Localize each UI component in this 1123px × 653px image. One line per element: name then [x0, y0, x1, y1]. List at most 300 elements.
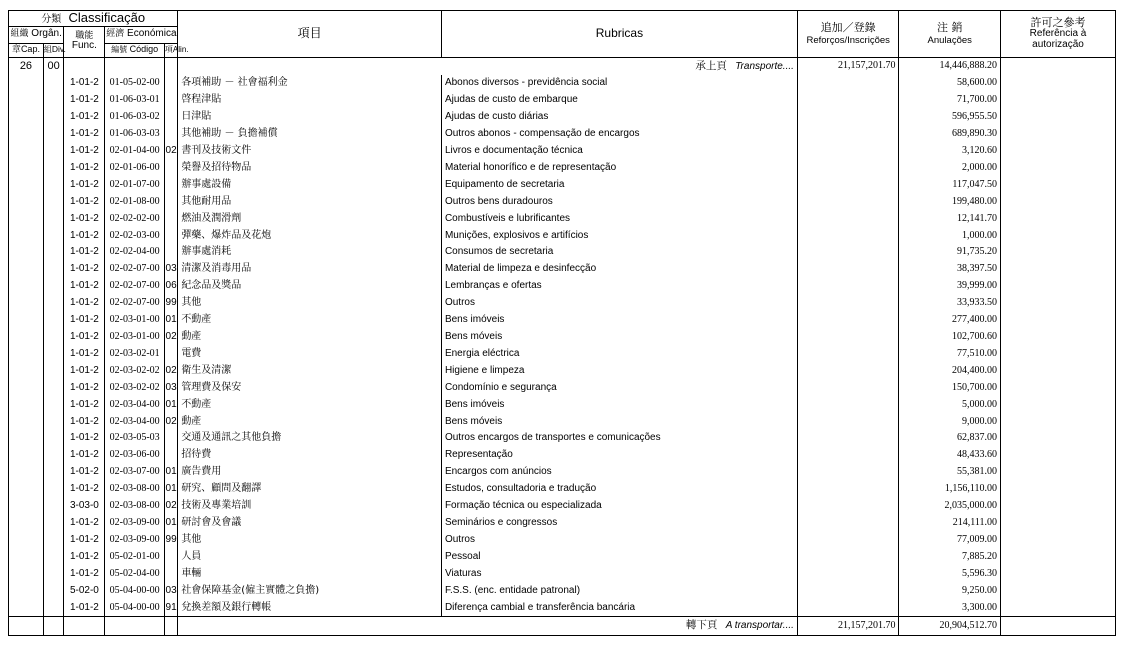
rubrica-cell: Lembranças e ofertas — [441, 278, 797, 295]
cap-cell — [9, 363, 44, 380]
referencia-cell — [1001, 600, 1116, 617]
table-row — [9, 75, 1116, 92]
alin-cell — [164, 177, 177, 194]
table-row — [9, 515, 1116, 532]
reforcos-cell — [797, 312, 899, 329]
div-cell — [43, 261, 64, 278]
code-cell: 02-03-09-00 — [105, 515, 165, 532]
rubrica-cell: Bens imóveis — [441, 312, 797, 329]
code-cell: 02-03-01-00 — [105, 312, 165, 329]
alin-cell — [164, 92, 177, 109]
func-cell: 1-01-2 — [64, 143, 105, 160]
anulacoes-cell: 48,433.60 — [899, 447, 1001, 464]
rubrica-cell: Ajudas de custo diárias — [441, 109, 797, 126]
code-cell: 02-03-07-00 — [105, 464, 165, 481]
alin-cell: 06 — [164, 278, 177, 295]
table-row — [9, 177, 1116, 194]
reforcos-cell — [797, 380, 899, 397]
div-header: 組Div. — [43, 43, 64, 57]
div-cell — [43, 346, 64, 363]
cap-cell — [9, 109, 44, 126]
func-cell: 1-01-2 — [64, 261, 105, 278]
rubrica-cell: Outros encargos de transportes e comunicações — [441, 430, 797, 447]
div-cell — [43, 160, 64, 177]
item-zh-cell: 動產 — [178, 414, 442, 431]
div-cell — [43, 397, 64, 414]
alin-cell: 02 — [164, 143, 177, 160]
div-cell — [43, 312, 64, 329]
code-cell: 02-02-03-00 — [105, 228, 165, 245]
anulacoes-cell: 5,000.00 — [899, 397, 1001, 414]
cap-cell — [9, 329, 44, 346]
cap-cell — [9, 228, 44, 245]
func-cell: 1-01-2 — [64, 515, 105, 532]
reforcos-cell — [797, 329, 899, 346]
code-cell: 01-05-02-00 — [105, 75, 165, 92]
div-cell — [43, 278, 64, 295]
anulacoes-cell: 3,120.60 — [899, 143, 1001, 160]
div-cell — [43, 515, 64, 532]
table-row — [9, 295, 1116, 312]
func-cell: 1-01-2 — [64, 566, 105, 583]
func-cell: 1-01-2 — [64, 380, 105, 397]
div-cell — [43, 75, 64, 92]
anulacoes-cell: 9,250.00 — [899, 583, 1001, 600]
rubrica-cell: Bens móveis — [441, 329, 797, 346]
rubricas-header: Rubricas — [441, 11, 797, 58]
cap-cell — [9, 583, 44, 600]
anulacoes-cell: 12,141.70 — [899, 211, 1001, 228]
div-cell — [43, 295, 64, 312]
reforcos-cell — [797, 228, 899, 245]
rubrica-cell: Encargos com anúncios — [441, 464, 797, 481]
rubrica-cell: Estudos, consultadoria e tradução — [441, 481, 797, 498]
item-zh-cell: 各項補助 － 社會福利金 — [178, 75, 442, 92]
funcional-header: 職能 Func. — [64, 26, 105, 57]
anulacoes-cell: 77,510.00 — [899, 346, 1001, 363]
item-zh-cell: 彈藥、爆炸品及花炮 — [178, 228, 442, 245]
reforcos-cell — [797, 295, 899, 312]
code-cell: 02-03-06-00 — [105, 447, 165, 464]
anulacoes-cell: 204,400.00 — [899, 363, 1001, 380]
div-cell — [43, 363, 64, 380]
cap-cell — [9, 447, 44, 464]
anulacoes-cell: 1,156,110.00 — [899, 481, 1001, 498]
item-zh-cell: 車輛 — [178, 566, 442, 583]
alin-cell: 99 — [164, 295, 177, 312]
code-cell: 02-02-04-00 — [105, 244, 165, 261]
div-cell — [43, 380, 64, 397]
code-cell: 02-03-08-00 — [105, 481, 165, 498]
anulacoes-cell: 9,000.00 — [899, 414, 1001, 431]
reforcos-cell — [797, 109, 899, 126]
alin-cell: 91 — [164, 600, 177, 617]
code-cell: 02-03-04-00 — [105, 397, 165, 414]
rubrica-cell: Outros — [441, 532, 797, 549]
code-cell: 02-03-02-02 — [105, 380, 165, 397]
anulacoes-cell: 33,933.50 — [899, 295, 1001, 312]
referencia-cell — [1001, 363, 1116, 380]
referencia-cell — [1001, 261, 1116, 278]
alin-cell: 01 — [164, 312, 177, 329]
func-cell: 1-01-2 — [64, 414, 105, 431]
referencia-cell — [1001, 549, 1116, 566]
func-cell: 1-01-2 — [64, 92, 105, 109]
anulacoes-cell: 58,600.00 — [899, 75, 1001, 92]
cap-cell — [9, 464, 44, 481]
table-row — [9, 430, 1116, 447]
referencia-cell — [1001, 464, 1116, 481]
reforcos-cell — [797, 447, 899, 464]
referencia-cell — [1001, 244, 1116, 261]
referencia-cell — [1001, 346, 1116, 363]
div-cell — [43, 109, 64, 126]
alin-cell — [164, 194, 177, 211]
div-cell — [43, 126, 64, 143]
referencia-cell — [1001, 566, 1116, 583]
table-row — [9, 363, 1116, 380]
referencia-cell — [1001, 380, 1116, 397]
anulacoes-cell: 1,000.00 — [899, 228, 1001, 245]
cap-cell — [9, 414, 44, 431]
cap-cell — [9, 278, 44, 295]
item-zh-cell: 研討會及會議 — [178, 515, 442, 532]
rubrica-cell: Material de limpeza e desinfecção — [441, 261, 797, 278]
cap-cell — [9, 380, 44, 397]
item-zh-cell: 兌換差額及銀行轉帳 — [178, 600, 442, 617]
table-row — [9, 397, 1116, 414]
anulacoes-cell: 277,400.00 — [899, 312, 1001, 329]
cap-cell — [9, 143, 44, 160]
rubrica-cell: Bens móveis — [441, 414, 797, 431]
cap-cell — [9, 194, 44, 211]
rubrica-cell: Higiene e limpeza — [441, 363, 797, 380]
referencia-cell — [1001, 278, 1116, 295]
item-zh-cell: 日津貼 — [178, 109, 442, 126]
table-row — [9, 312, 1116, 329]
code-cell: 05-02-01-00 — [105, 549, 165, 566]
cap-cell — [9, 244, 44, 261]
item-zh-cell: 廣告費用 — [178, 464, 442, 481]
carry-in-reforcos: 21,157,201.70 — [797, 57, 899, 75]
alin-cell: 03 — [164, 380, 177, 397]
carry-out-reforcos: 21,157,201.70 — [797, 617, 899, 636]
rubrica-cell: Outros abonos - compensação de encargos — [441, 126, 797, 143]
anulacoes-cell: 102,700.60 — [899, 329, 1001, 346]
item-zh-cell: 其他 — [178, 532, 442, 549]
item-zh-cell: 動產 — [178, 329, 442, 346]
rubrica-cell: Equipamento de secretaria — [441, 177, 797, 194]
anulacoes-cell: 71,700.00 — [899, 92, 1001, 109]
cap-cell — [9, 261, 44, 278]
alin-cell: 01 — [164, 481, 177, 498]
code-cell: 02-03-09-00 — [105, 532, 165, 549]
alin-header: 項Alin. — [164, 43, 177, 57]
reforcos-cell — [797, 126, 899, 143]
carry-in-anulacoes: 14,446,888.20 — [899, 57, 1001, 75]
item-zh-cell: 辦事處設備 — [178, 177, 442, 194]
func-cell: 1-01-2 — [64, 278, 105, 295]
referencia-cell — [1001, 430, 1116, 447]
cap-header: 章Cap. — [9, 43, 44, 57]
item-zh-cell: 紀念品及獎品 — [178, 278, 442, 295]
cap-cell: 26 — [9, 57, 44, 75]
code-cell: 05-04-00-00 — [105, 600, 165, 617]
reforcos-cell — [797, 194, 899, 211]
code-cell: 05-02-04-00 — [105, 566, 165, 583]
func-cell: 1-01-2 — [64, 194, 105, 211]
code-cell: 01-06-03-03 — [105, 126, 165, 143]
referencia-cell — [1001, 177, 1116, 194]
func-cell: 1-01-2 — [64, 397, 105, 414]
alin-cell: 02 — [164, 363, 177, 380]
rubrica-cell: Formação técnica ou especializada — [441, 498, 797, 515]
item-zh-cell: 招待費 — [178, 447, 442, 464]
div-cell — [43, 600, 64, 617]
referencia-cell — [1001, 109, 1116, 126]
alin-cell — [164, 211, 177, 228]
referencia-cell — [1001, 92, 1116, 109]
referencia-cell — [1001, 532, 1116, 549]
cap-cell — [9, 160, 44, 177]
referencia-cell — [1001, 295, 1116, 312]
rubrica-cell: Ajudas de custo de embarque — [441, 92, 797, 109]
table-row — [9, 498, 1116, 515]
reforcos-cell — [797, 600, 899, 617]
func-cell: 1-01-2 — [64, 126, 105, 143]
rubrica-cell: Representação — [441, 447, 797, 464]
item-zh-cell: 管理費及保安 — [178, 380, 442, 397]
reforcos-cell — [797, 143, 899, 160]
table-row — [9, 126, 1116, 143]
referencia-cell — [1001, 211, 1116, 228]
anulacoes-cell: 7,885.20 — [899, 549, 1001, 566]
cap-cell — [9, 177, 44, 194]
table-row — [9, 278, 1116, 295]
alin-cell: 02 — [164, 498, 177, 515]
rubrica-cell: Seminários e congressos — [441, 515, 797, 532]
rubrica-cell: Outros bens duradouros — [441, 194, 797, 211]
func-cell: 1-01-2 — [64, 464, 105, 481]
referencia-cell — [1001, 397, 1116, 414]
func-cell: 1-01-2 — [64, 430, 105, 447]
rubrica-cell: Energia eléctrica — [441, 346, 797, 363]
cap-cell — [9, 75, 44, 92]
anulacoes-cell: 5,596.30 — [899, 566, 1001, 583]
cap-cell — [9, 211, 44, 228]
reforcos-cell — [797, 346, 899, 363]
cap-cell — [9, 346, 44, 363]
table-row — [9, 583, 1116, 600]
anulacoes-cell: 199,480.00 — [899, 194, 1001, 211]
table-row — [9, 228, 1116, 245]
referencia-cell — [1001, 126, 1116, 143]
alin-cell — [164, 160, 177, 177]
reforcos-cell — [797, 583, 899, 600]
cap-cell — [9, 126, 44, 143]
table-row — [9, 244, 1116, 261]
referencia-cell — [1001, 143, 1116, 160]
item-zh-cell: 人員 — [178, 549, 442, 566]
func-cell: 1-01-2 — [64, 447, 105, 464]
code-cell: 02-01-04-00 — [105, 143, 165, 160]
referencia-cell — [1001, 481, 1116, 498]
table-row — [9, 194, 1116, 211]
div-cell — [43, 583, 64, 600]
func-cell: 1-01-2 — [64, 532, 105, 549]
code-cell: 05-04-00-00 — [105, 583, 165, 600]
rubrica-cell: Bens imóveis — [441, 397, 797, 414]
func-cell: 1-01-2 — [64, 109, 105, 126]
func-cell: 1-01-2 — [64, 346, 105, 363]
alin-cell — [164, 126, 177, 143]
alin-cell: 03 — [164, 261, 177, 278]
table-row — [9, 92, 1116, 109]
rubrica-cell: Abonos diversos - previdência social — [441, 75, 797, 92]
cap-cell — [9, 515, 44, 532]
code-cell: 02-02-07-00 — [105, 278, 165, 295]
reforcos-cell — [797, 75, 899, 92]
table-row — [9, 447, 1116, 464]
reforcos-cell — [797, 261, 899, 278]
anulacoes-cell: 150,700.00 — [899, 380, 1001, 397]
table-row — [9, 329, 1116, 346]
reforcos-cell — [797, 549, 899, 566]
alin-cell — [164, 109, 177, 126]
anulacoes-cell: 91,735.20 — [899, 244, 1001, 261]
anulacoes-cell: 62,837.00 — [899, 430, 1001, 447]
alin-cell: 99 — [164, 532, 177, 549]
anulacoes-cell: 55,381.00 — [899, 464, 1001, 481]
code-cell: 02-02-07-00 — [105, 261, 165, 278]
div-cell — [43, 464, 64, 481]
reforcos-cell — [797, 211, 899, 228]
referencia-cell — [1001, 194, 1116, 211]
reforcos-header: 追加／登錄 Reforços/Inscrições — [797, 11, 899, 58]
table-row — [9, 211, 1116, 228]
alin-cell — [164, 549, 177, 566]
anulacoes-cell: 689,890.30 — [899, 126, 1001, 143]
rubrica-cell: Combustíveis e lubrificantes — [441, 211, 797, 228]
referencia-cell — [1001, 498, 1116, 515]
table-row — [9, 380, 1116, 397]
referencia-cell — [1001, 160, 1116, 177]
func-cell: 1-01-2 — [64, 75, 105, 92]
func-cell: 1-01-2 — [64, 228, 105, 245]
func-cell: 3-03-0 — [64, 498, 105, 515]
table-row — [9, 549, 1116, 566]
carry-out-label: 轉下頁 A transportar.... — [178, 617, 798, 636]
item-zh-cell: 不動產 — [178, 397, 442, 414]
item-zh-cell: 啓程津貼 — [178, 92, 442, 109]
ledger-table — [8, 10, 1116, 636]
code-cell: 01-06-03-02 — [105, 109, 165, 126]
func-cell: 1-01-2 — [64, 160, 105, 177]
div-cell — [43, 414, 64, 431]
reforcos-cell — [797, 532, 899, 549]
item-zh-cell: 不動產 — [178, 312, 442, 329]
codigo-header: 編號 Código — [105, 43, 165, 57]
reforcos-cell — [797, 160, 899, 177]
code-cell: 02-03-04-00 — [105, 414, 165, 431]
div-cell — [43, 177, 64, 194]
code-cell: 02-03-02-01 — [105, 346, 165, 363]
table-row — [9, 160, 1116, 177]
table-row — [9, 414, 1116, 431]
alin-cell — [164, 228, 177, 245]
classificacao-header: 分類 Classificação — [9, 11, 178, 27]
div-cell — [43, 143, 64, 160]
item-zh-cell: 研究、顧問及翻譯 — [178, 481, 442, 498]
alin-cell — [164, 346, 177, 363]
rubrica-cell: Pessoal — [441, 549, 797, 566]
alin-cell: 02 — [164, 414, 177, 431]
func-cell: 1-01-2 — [64, 363, 105, 380]
div-cell: 00 — [43, 57, 64, 75]
cap-cell — [9, 600, 44, 617]
code-cell: 01-06-03-01 — [105, 92, 165, 109]
anulacoes-cell: 214,111.00 — [899, 515, 1001, 532]
div-cell — [43, 481, 64, 498]
cap-cell — [9, 430, 44, 447]
reforcos-cell — [797, 498, 899, 515]
table-row — [9, 566, 1116, 583]
referencia-cell — [1001, 447, 1116, 464]
code-cell: 02-02-07-00 — [105, 295, 165, 312]
div-cell — [43, 194, 64, 211]
alin-cell — [164, 75, 177, 92]
code-cell: 02-03-02-02 — [105, 363, 165, 380]
func-cell: 1-01-2 — [64, 211, 105, 228]
rubrica-cell: Consumos de secretaria — [441, 244, 797, 261]
alin-cell: 01 — [164, 464, 177, 481]
alin-cell: 01 — [164, 397, 177, 414]
func-cell: 1-01-2 — [64, 177, 105, 194]
div-cell — [43, 329, 64, 346]
alin-cell: 02 — [164, 329, 177, 346]
item-zh-header: 項目 — [178, 11, 442, 58]
reforcos-cell — [797, 278, 899, 295]
referencia-cell — [1001, 329, 1116, 346]
item-zh-cell: 其他補助 － 負擔補償 — [178, 126, 442, 143]
reforcos-cell — [797, 397, 899, 414]
referencia-cell — [1001, 228, 1116, 245]
div-cell — [43, 532, 64, 549]
reforcos-cell — [797, 244, 899, 261]
func-cell: 1-01-2 — [64, 244, 105, 261]
anulacoes-cell: 117,047.50 — [899, 177, 1001, 194]
func-cell: 1-01-2 — [64, 295, 105, 312]
code-cell: 02-02-02-00 — [105, 211, 165, 228]
alin-cell: 01 — [164, 515, 177, 532]
rubrica-cell: Diferença cambial e transferência bancária — [441, 600, 797, 617]
referencia-cell — [1001, 414, 1116, 431]
anulacoes-cell: 596,955.50 — [899, 109, 1001, 126]
table-row — [9, 481, 1116, 498]
cap-cell — [9, 532, 44, 549]
item-zh-cell: 交通及通訊之其他負擔 — [178, 430, 442, 447]
anulacoes-cell: 2,000.00 — [899, 160, 1001, 177]
alin-cell — [164, 566, 177, 583]
div-cell — [43, 244, 64, 261]
reforcos-cell — [797, 481, 899, 498]
referencia-header: 許可之參考 Referência à autorização — [1001, 11, 1116, 58]
alin-cell — [164, 244, 177, 261]
referencia-cell — [1001, 583, 1116, 600]
code-cell: 02-03-01-00 — [105, 329, 165, 346]
alin-cell — [164, 430, 177, 447]
item-zh-cell: 其他耐用品 — [178, 194, 442, 211]
